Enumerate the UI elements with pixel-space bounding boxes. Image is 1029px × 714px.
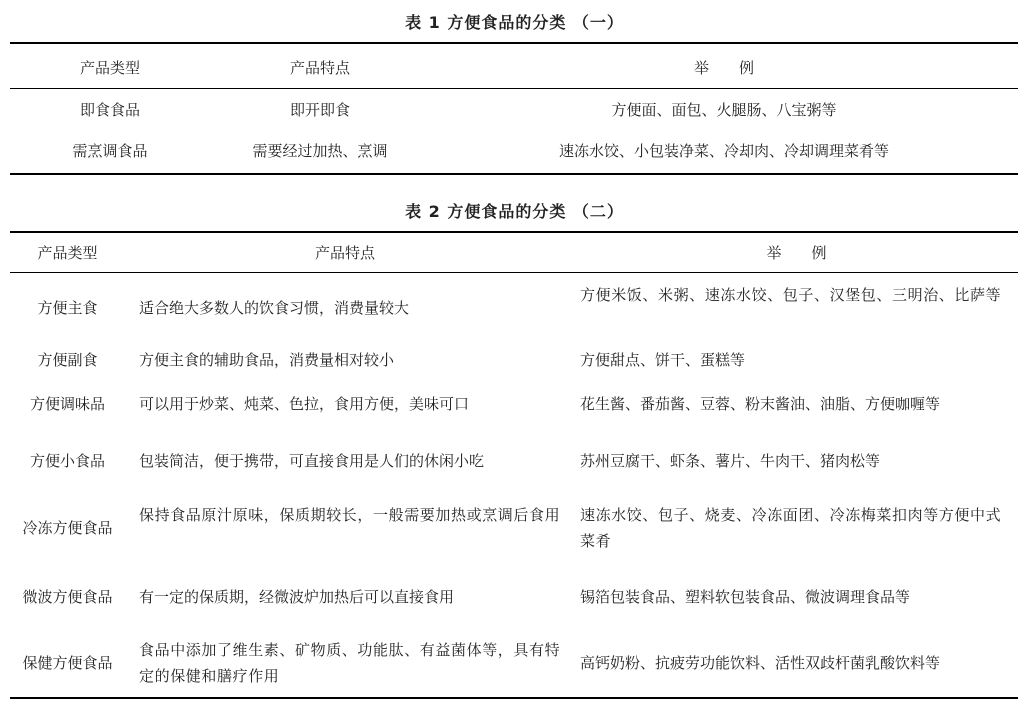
table1-header-type: 产品类型 (79, 59, 140, 77)
table1-row1-type: 即食食品 (79, 101, 140, 119)
table2-row7-feature: 食品中添加了维生素、矿物质、功能肽、有益菌体等，具有特定的保健和膳疗作用 (139, 641, 561, 685)
table2-header-example: 举 例 (766, 244, 827, 262)
table2-row5-feature: 保持食品原汁原味，保质期较长，一般需要加热或烹调后食用 (139, 506, 561, 524)
table1-row2-example: 速冻水饺、小包装净菜、冷却肉、冷却调理菜肴等 (558, 142, 889, 160)
table2-row3-feature: 可以用于炒菜、炖菜、色拉，食用方便，美味可口 (139, 395, 470, 413)
table2-row1-type: 方便主食 (37, 299, 98, 317)
table1-title: 表 1 方便食品的分类 （一） (405, 13, 624, 32)
table2-header-rule (10, 272, 1018, 273)
table2-bottom-rule (10, 697, 1018, 699)
table1-header-feature: 产品特点 (289, 59, 350, 77)
table2-row7-example: 高钙奶粉、抗疲劳功能饮料、活性双歧杆菌乳酸饮料等 (580, 654, 941, 672)
table2-row4-feature: 包装简洁，便于携带，可直接食用是人们的休闲小吃 (139, 452, 485, 470)
table1-header-rule (10, 88, 1018, 89)
table2-row2-feature: 方便主食的辅助食品，消费量相对较小 (139, 351, 395, 369)
table2-row3-type: 方便调味品 (29, 395, 105, 413)
table1-row1-example: 方便面、面包、火腿肠、八宝粥等 (611, 101, 837, 119)
table1-bottom-rule (10, 173, 1018, 175)
table1-row2-feature: 需要经过加热、烹调 (252, 142, 388, 160)
table2-row3-example: 花生酱、番茄酱、豆蓉、粉末酱油、油脂、方便咖喱等 (580, 395, 941, 413)
table2-row1-feature: 适合绝大多数人的饮食习惯，消费量较大 (139, 299, 410, 317)
table2-title: 表 2 方便食品的分类 （二） (405, 202, 624, 221)
table2-row7-type: 保健方便食品 (22, 654, 113, 672)
table2-header-feature: 产品特点 (314, 244, 375, 262)
table2-row4-example: 苏州豆腐干、虾条、薯片、牛肉干、猪肉松等 (580, 452, 881, 470)
table2-row5-example: 速冻水饺、包子、烧麦、冷冻面团、冷冻梅菜扣肉等方便中式菜肴 (580, 506, 1002, 550)
table2-row2-type: 方便副食 (37, 351, 98, 369)
table2-header-type: 产品类型 (37, 244, 98, 262)
table1-top-rule (10, 42, 1018, 44)
table1-header-example: 举 例 (693, 59, 754, 77)
table2-row6-example: 锡箔包装食品、塑料软包装食品、微波调理食品等 (580, 588, 911, 606)
table2-row6-type: 微波方便食品 (22, 588, 113, 606)
table1-row2-type: 需烹调食品 (72, 142, 148, 160)
table2-row2-example: 方便甜点、饼干、蛋糕等 (580, 351, 746, 369)
table2-row1-example: 方便米饭、米粥、速冻水饺、包子、汉堡包、三明治、比萨等 (580, 286, 1002, 304)
table2-top-rule (10, 231, 1018, 233)
table1-row1-feature: 即开即食 (289, 101, 350, 119)
table2-row5-type: 冷冻方便食品 (22, 519, 113, 537)
table2-row6-feature: 有一定的保质期，经微波炉加热后可以直接食用 (139, 588, 455, 606)
table2-row4-type: 方便小食品 (29, 452, 105, 470)
